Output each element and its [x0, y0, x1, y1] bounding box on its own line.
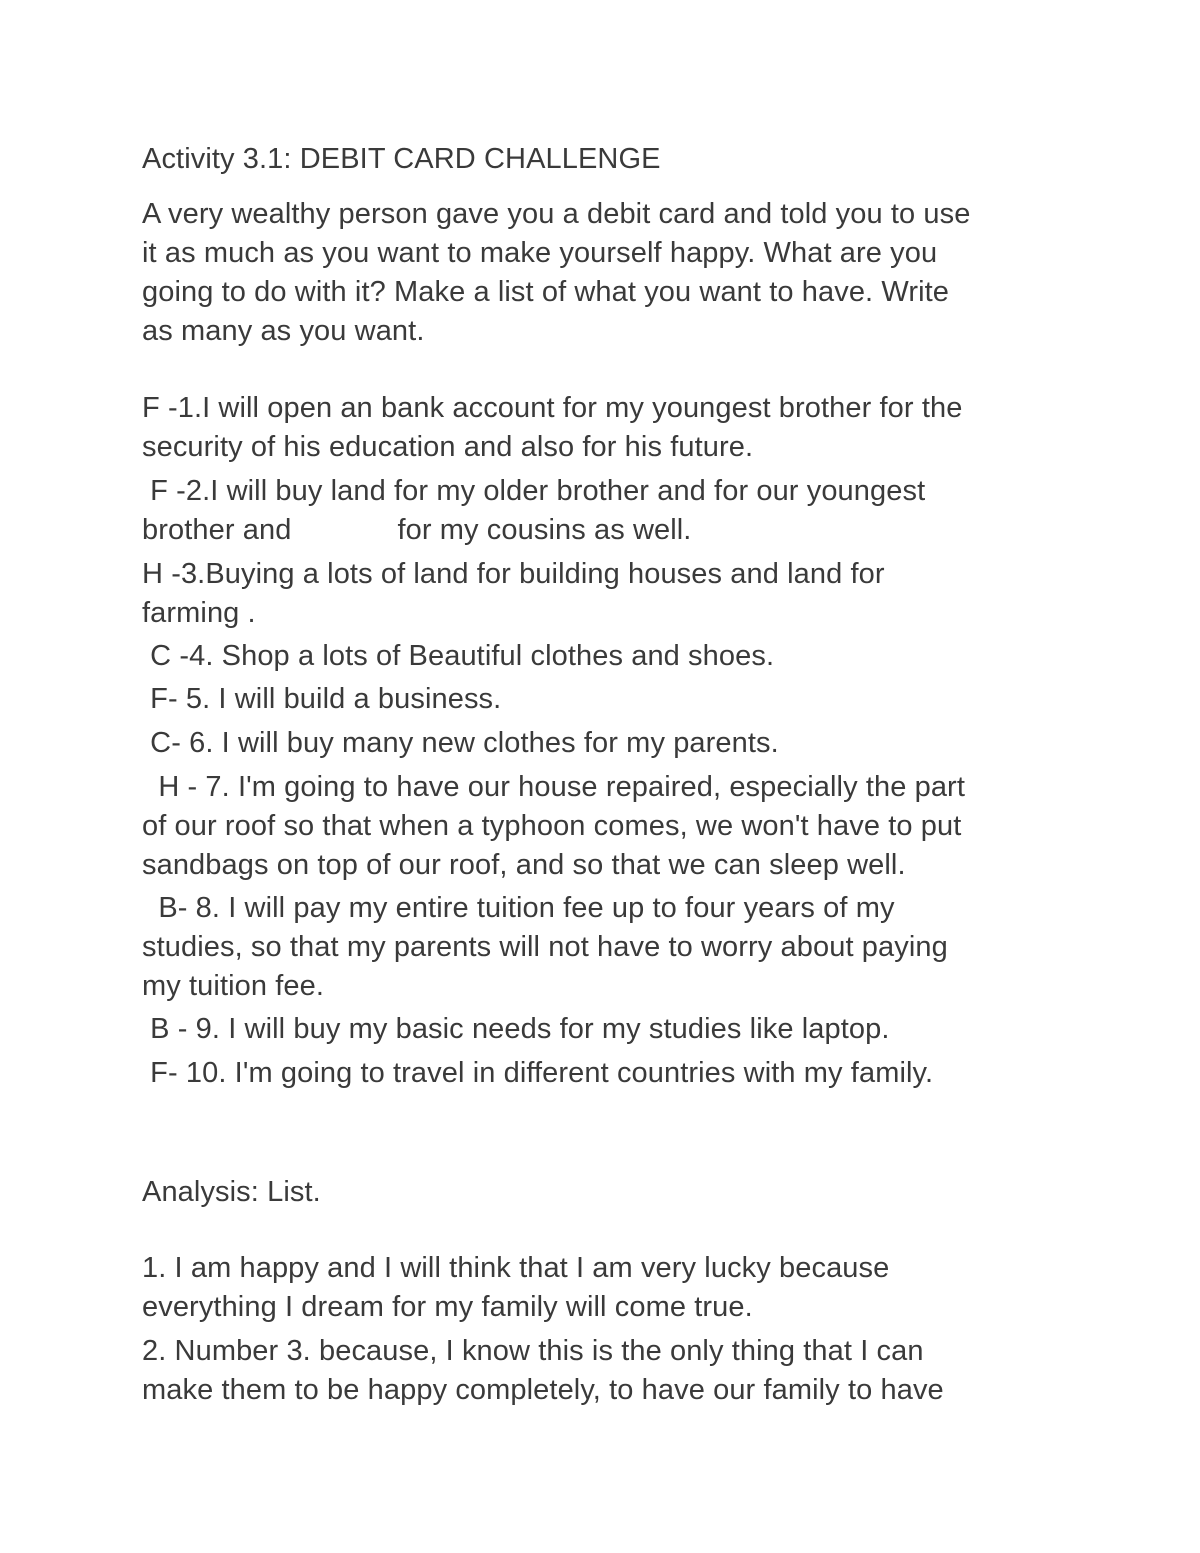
list-line: farming . [142, 597, 256, 629]
list-line: studies, so that my parents will not have to worry about paying [142, 931, 948, 963]
list-line: H -3.Buying a lots of land for building houses and land for [142, 558, 885, 590]
list-line: B - 9. I will buy my basic needs for my studies like laptop. [142, 1013, 890, 1045]
analysis-heading: Analysis: List. [142, 1176, 321, 1208]
prompt-line: as many as you want. [142, 315, 425, 347]
analysis-line: 2. Number 3. because, I know this is the only thing that I can [142, 1335, 924, 1367]
analysis-line: make them to be happy completely, to have our family to have [142, 1374, 944, 1406]
list-line: C- 6. I will buy many new clothes for my parents. [142, 727, 779, 759]
list-line: F -2.I will buy land for my older brother and for our youngest [142, 475, 926, 507]
list-line: B- 8. I will pay my entire tuition fee up to four years of my [142, 892, 895, 924]
activity-title: Activity 3.1: DEBIT CARD CHALLENGE [142, 143, 661, 175]
list-line: of our roof so that when a typhoon comes, we won't have to put [142, 810, 962, 842]
list-line: H - 7. I'm going to have our house repaired, especially the part [142, 771, 965, 803]
list-line: my tuition fee. [142, 970, 325, 1002]
analysis-line: everything I dream for my family will come true. [142, 1291, 753, 1323]
list-line: F- 5. I will build a business. [142, 683, 502, 715]
list-line: C -4. Shop a lots of Beautiful clothes and shoes. [142, 640, 775, 672]
list-line: F -1.I will open an bank account for my youngest brother for the [142, 392, 963, 424]
list-line: F- 10. I'm going to travel in different countries with my family. [142, 1057, 934, 1089]
analysis-line: 1. I am happy and I will think that I am very lucky because [142, 1252, 890, 1284]
list-line: sandbags on top of our roof, and so that we can sleep well. [142, 849, 906, 881]
prompt-line: going to do with it? Make a list of what you want to have. Write [142, 276, 950, 308]
list-line: security of his education and also for his future. [142, 431, 754, 463]
list-line: brother and for my cousins as well. [142, 514, 692, 546]
prompt-line: it as much as you want to make yourself happy. What are you [142, 237, 938, 269]
prompt-line: A very wealthy person gave you a debit card and told you to use [142, 198, 971, 230]
